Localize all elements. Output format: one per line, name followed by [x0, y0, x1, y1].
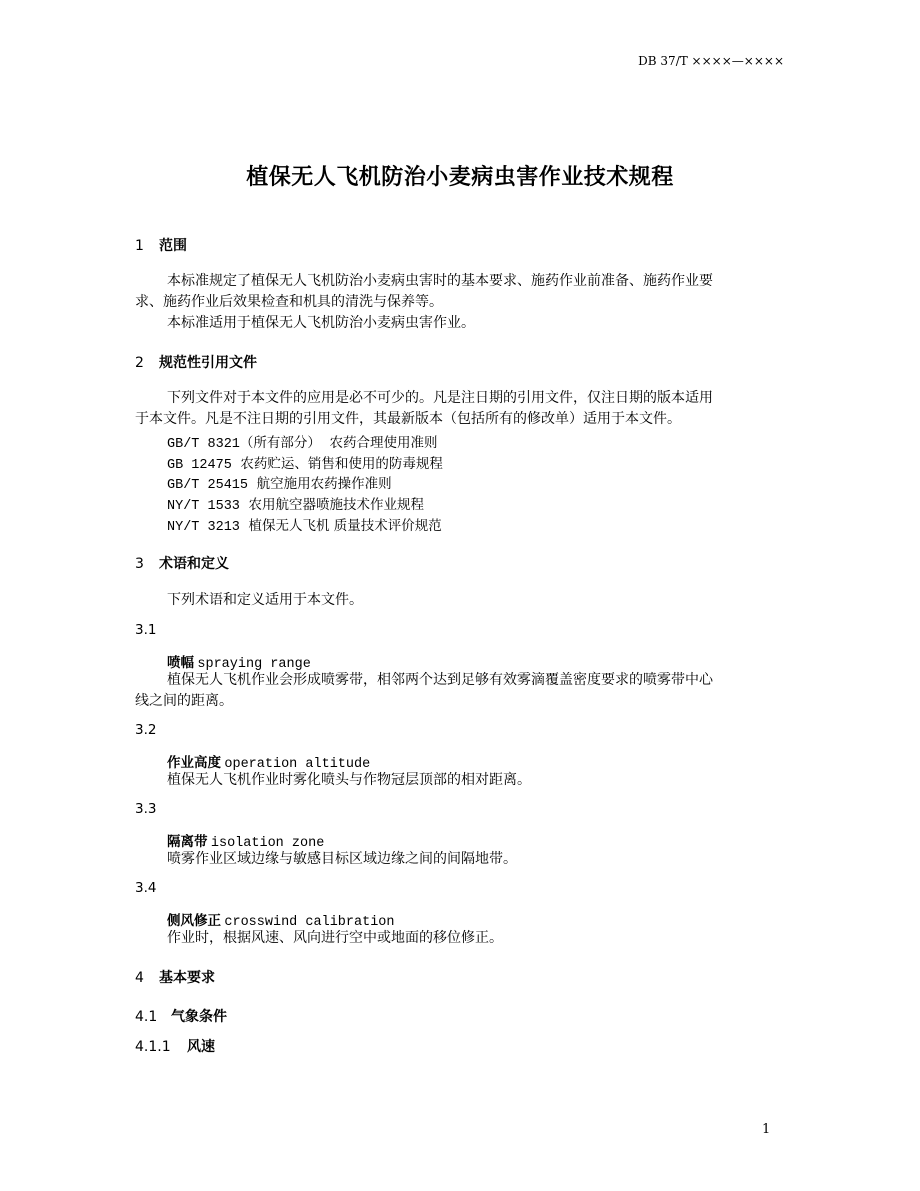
- section-number: 3: [135, 556, 144, 572]
- reference-item: [167, 514, 442, 535]
- term-definition-continued: [135, 691, 787, 712]
- section-3-intro: [135, 590, 787, 611]
- reference-code: GB 12475: [167, 458, 232, 473]
- text-line: 本标准规定了植保无人飞机防治小麦病虫害时的基本要求、施药作业前准备、施药作业要: [167, 273, 713, 289]
- reference-item: [167, 452, 443, 473]
- text-line: 植保无人飞机作业会形成喷雾带，相邻两个达到足够有效雾滴覆盖密度要求的喷雾带中心: [167, 672, 713, 688]
- reference-code: GB/T 8321: [167, 437, 240, 452]
- section-number: 1: [135, 238, 144, 254]
- text-line: 植保无人飞机作业时雾化喷头与作物冠层顶部的相对距离。: [167, 772, 531, 788]
- term-zh: 喷幅: [167, 655, 194, 671]
- reference-item: [167, 493, 424, 514]
- section-2-heading: [135, 352, 257, 372]
- reference-title: 植保无人飞机 质量技术评价规范: [239, 518, 442, 534]
- document-code: DB 37/T ××××—××××: [638, 54, 784, 68]
- text-line: 下列术语和定义适用于本文件。: [167, 592, 363, 608]
- section-1-paragraph-1: [135, 271, 787, 313]
- term-definition: [167, 928, 787, 949]
- section-title: 术语和定义: [159, 556, 229, 572]
- text-line: 求、施药作业后效果检查和机具的清洗与保养等。: [135, 294, 443, 310]
- text-line: 作业时，根据风速、风向进行空中或地面的移位修正。: [167, 930, 503, 946]
- reference-code: NY/T 1533: [167, 499, 240, 514]
- reference-code: GB/T 25415: [167, 478, 249, 493]
- page-number: 1: [762, 1122, 771, 1137]
- section-number: 4: [135, 970, 144, 986]
- reference-title: 农药贮运、销售和使用的防毒规程: [231, 456, 443, 472]
- section-title: 规范性引用文件: [159, 355, 257, 371]
- section-4-heading: [135, 967, 215, 987]
- term-number: 3.1: [135, 622, 157, 638]
- term-en: spraying range: [197, 657, 311, 672]
- reference-title: 航空施用农药操作准则: [248, 476, 392, 492]
- text-line: 于本文件。凡是不注日期的引用文件，其最新版本（包括所有的修改单）适用于本文件。: [135, 411, 681, 427]
- reference-item: [167, 472, 392, 493]
- term-definition: [167, 849, 787, 870]
- section-title: 基本要求: [159, 970, 215, 986]
- reference-title: （所有部分） 农药合理使用准则: [239, 435, 438, 451]
- section-number: 2: [135, 355, 144, 371]
- section-title: 风速: [187, 1039, 215, 1055]
- term-heading: [167, 651, 311, 672]
- text-line: 喷雾作业区域边缘与敏感目标区域边缘之间的间隔地带。: [167, 851, 517, 867]
- subsection-4-1-heading: [135, 1006, 227, 1026]
- text-line: 本标准适用于植保无人飞机防治小麦病虫害作业。: [167, 315, 475, 331]
- section-1-heading: [135, 235, 187, 255]
- term-heading: [167, 830, 324, 851]
- term-definition: [167, 770, 787, 791]
- reference-title: 农用航空器喷施技术作业规程: [239, 497, 425, 513]
- term-number: 3.3: [135, 801, 157, 817]
- text-line: 下列文件对于本文件的应用是必不可少的。凡是注日期的引用文件，仅注日期的版本适用: [167, 390, 713, 406]
- term-en: operation altitude: [224, 757, 371, 772]
- section-title: 范围: [159, 238, 187, 254]
- term-definition: [167, 670, 787, 691]
- term-zh: 隔离带: [167, 834, 208, 850]
- reference-item: [167, 431, 438, 452]
- section-3-heading: [135, 553, 229, 573]
- term-en: isolation zone: [210, 836, 325, 851]
- term-en: crosswind calibration: [224, 915, 395, 930]
- section-title: 气象条件: [171, 1009, 227, 1025]
- text-line: 线之间的距离。: [135, 693, 233, 709]
- term-heading: [167, 751, 370, 772]
- subsection-4-1-1-heading: [135, 1036, 215, 1056]
- reference-code: NY/T 3213: [167, 520, 240, 535]
- term-number: 3.2: [135, 722, 157, 738]
- term-zh: 作业高度: [167, 755, 221, 771]
- section-1-paragraph-2: [135, 313, 787, 334]
- term-number: 3.4: [135, 880, 157, 896]
- document-title: 植保无人飞机防治小麦病虫害作业技术规程: [246, 165, 674, 190]
- section-number: 4.1.1: [135, 1039, 171, 1055]
- section-number: 4.1: [135, 1009, 158, 1025]
- term-zh: 侧风修正: [167, 913, 221, 929]
- term-heading: [167, 909, 395, 930]
- section-2-paragraph-1: [135, 388, 787, 430]
